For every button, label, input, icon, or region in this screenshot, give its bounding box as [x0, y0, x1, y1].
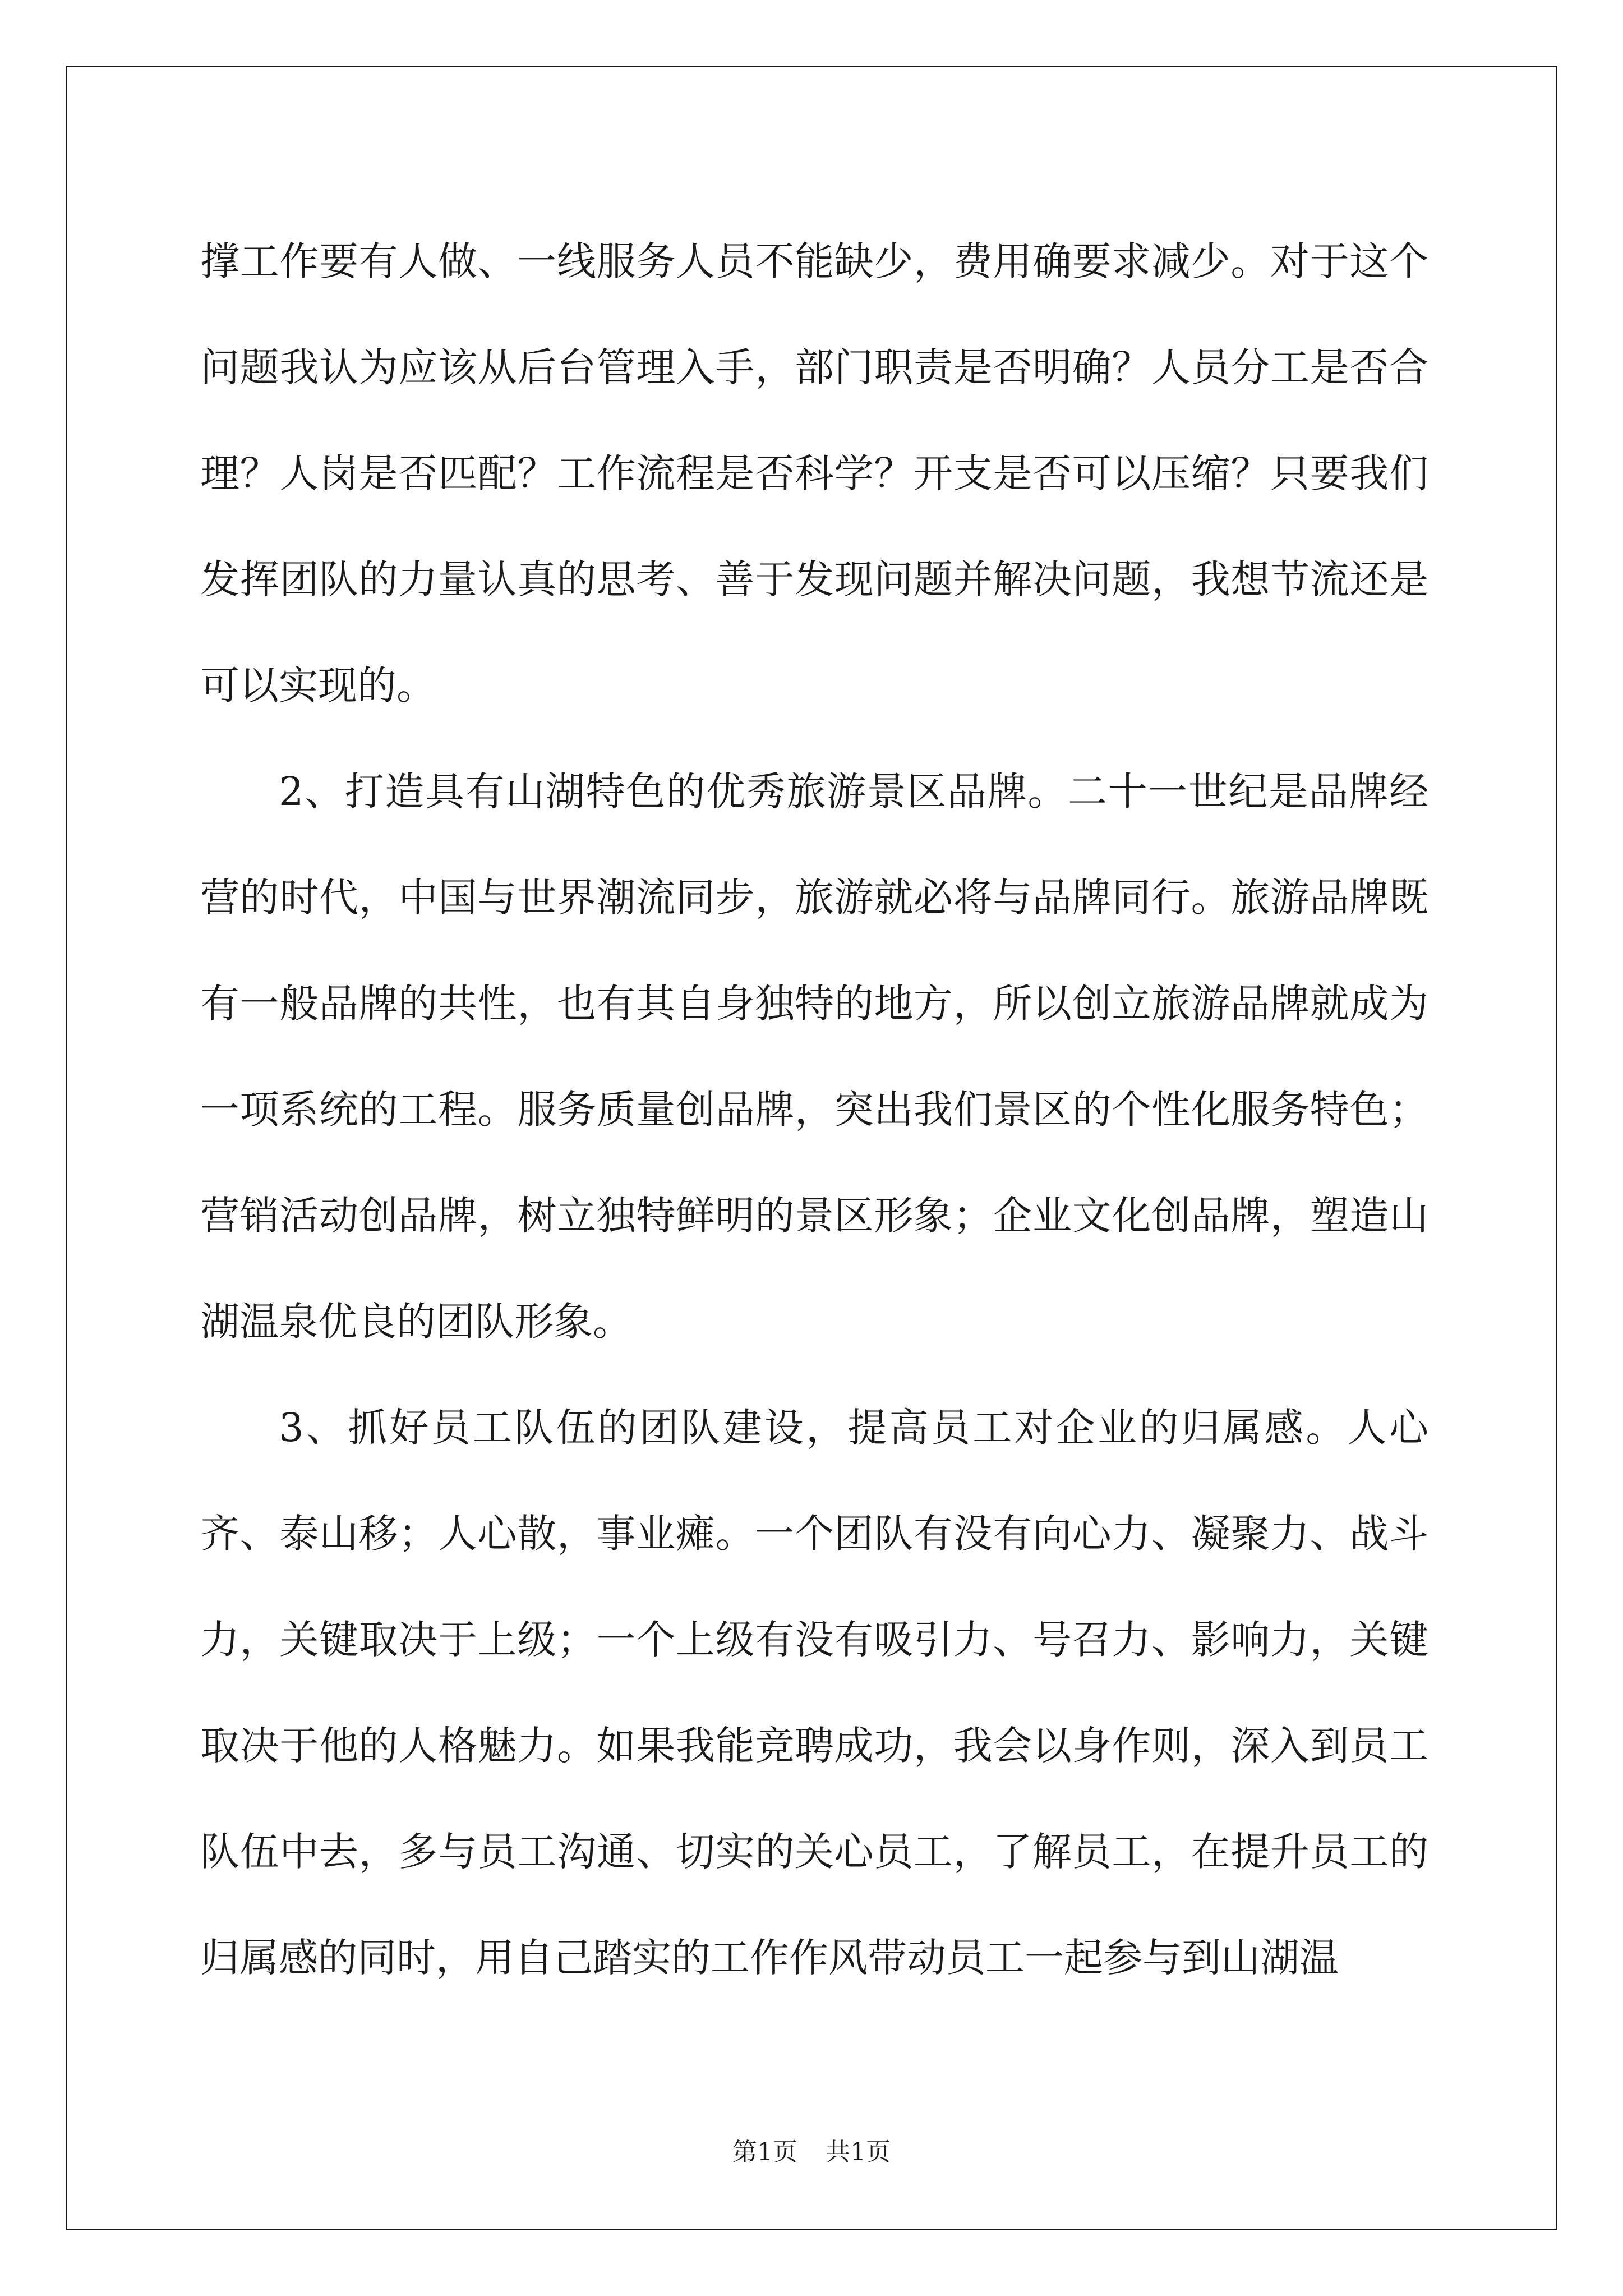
- paragraph-2: 2、打造具有山湖特色的优秀旅游景区品牌。二十一世纪是品牌经营的时代，中国与世界潮流同步，旅游就必将与品牌同行。旅游品牌既有一般品牌的共性，也有其自身独特的地方，所以创立旅游品牌就成为一项系统的工程。服务质量创品牌，突出我们景区的个性化服务特色；营销活动创品牌，树立独特鲜明的景区形象；企业文化创品牌，塑造山湖温泉优良的团队形象。: [200, 769, 1428, 1345]
- page-footer: [0, 2132, 1623, 2168]
- page-total: 共1页: [826, 2138, 891, 2166]
- paragraph-1: 撑工作要有人做、一线服务人员不能缺少，费用确要求减少。对于这个问题我认为应该从后台管理入手，部门职责是否明确？人员分工是否合理？人岗是否匹配？工作流程是否科学？开支是否可以压缩？只要我们发挥团队的力量认真的思考、善于发现问题并解决问题，我想节流还是可以实现的。: [200, 238, 1428, 708]
- page-number: 第1页: [732, 2138, 797, 2166]
- document-body: [200, 209, 1428, 2011]
- paragraph-3: 3、抓好员工队伍的团队建设，提高员工对企业的归属感。人心齐、泰山移；人心散，事业瘫。一个团队有没有向心力、凝聚力、战斗力，关键取决于上级；一个上级有没有吸引力、号召力、影响力，关键取决于他的人格魅力。如果我能竞聘成功，我会以身作则，深入到员工队伍中去，多与员工沟通、切实的关心员工，了解员工，在提升员工的归属感的同时，用自己踏实的工作作风带动员工一起参与到山湖温: [200, 1405, 1428, 1981]
